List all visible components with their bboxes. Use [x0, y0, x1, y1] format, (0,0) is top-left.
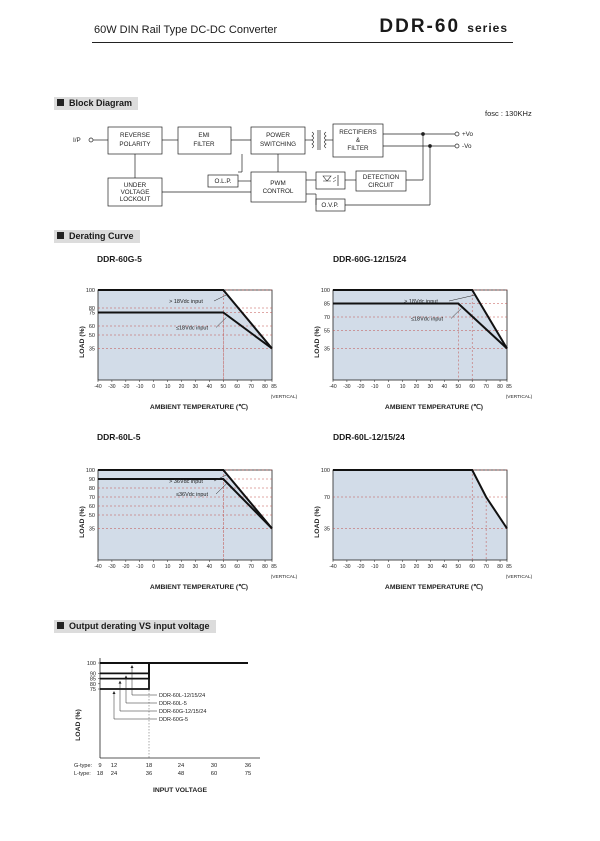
x-tick-label: -40 — [329, 564, 337, 570]
pwm-line2: CONTROL — [262, 188, 294, 195]
legend-arrow — [125, 675, 128, 678]
chart4-title: DDR-60L-12/15/24 — [333, 432, 405, 442]
y-tick-label: 35 — [88, 526, 95, 533]
x-tick-label: -20 — [122, 384, 130, 390]
y-tick-label: 35 — [88, 346, 95, 353]
l-tick-label: 18 — [96, 771, 104, 777]
y-tick-label: 60 — [88, 324, 95, 330]
block-diagram — [0, 0, 600, 230]
x-tick-label: -30 — [343, 384, 351, 390]
y-tick-label: 70 — [323, 495, 330, 501]
x-axis-label: AMBIENT TEMPERATURE (℃) — [149, 584, 249, 591]
x-tick-label: 80 — [262, 564, 268, 570]
annotation-label: ≤36Vdc input — [175, 492, 209, 498]
section-output-derating-title: Output derating VS input voltage — [69, 621, 210, 631]
y-tick-label: 90 — [88, 477, 95, 483]
x-tick-label: 40 — [206, 564, 213, 570]
x-tick-label: 85 — [271, 384, 277, 390]
fosc-label: fosc : 130KHz — [485, 109, 532, 118]
product-subtitle: 60W DIN Rail Type DC-DC Converter — [94, 24, 278, 36]
x-tick-label: 70 — [483, 384, 489, 390]
vertical-note: (VERTICAL) — [270, 395, 298, 400]
y-tick-label: 50 — [88, 513, 95, 519]
g-tick-label: 9 — [98, 763, 102, 769]
section-square-icon — [57, 232, 64, 239]
x-axis-label: INPUT VOLTAGE — [152, 787, 208, 794]
l-tick-label: 48 — [177, 771, 185, 777]
l-tick-label: 24 — [110, 771, 118, 777]
y-tick-label: 100 — [86, 661, 96, 667]
x-tick-label: 50 — [455, 384, 462, 390]
input-voltage-derating-chart — [60, 645, 300, 800]
reverse-polarity-line1: REVERSE — [119, 132, 151, 139]
pwm-control-block — [251, 172, 306, 202]
section-derating-curve — [54, 230, 140, 243]
y-tick-label: 55 — [323, 328, 330, 335]
x-tick-label: 30 — [192, 564, 199, 570]
y-tick-label: 50 — [88, 333, 95, 339]
legend-arrow — [113, 691, 116, 694]
y-tick-label: 100 — [85, 288, 95, 294]
x-tick-label: 80 — [497, 564, 503, 570]
l-tick-label: 60 — [210, 771, 218, 777]
x-tick-label: 80 — [497, 384, 503, 390]
section-output-derating — [54, 620, 216, 633]
emi-filter-line2: FILTER — [193, 141, 215, 148]
x-tick-label: 0 — [387, 384, 391, 390]
y-tick-label: 80 — [88, 486, 95, 492]
vertical-note: (VERTICAL) — [270, 575, 298, 580]
annotation-label: ≤18Vdc input — [410, 316, 444, 323]
x-tick-label: 40 — [441, 564, 448, 570]
legend-arrow — [131, 665, 134, 668]
x-tick-label: 0 — [152, 564, 156, 570]
g-tick-label: 30 — [210, 763, 218, 769]
x-tick-label: -30 — [108, 564, 116, 570]
legend-label: DDR-60G-5 — [159, 717, 189, 723]
x-tick-label: 20 — [178, 384, 185, 390]
pwm-line1: PWM — [270, 180, 286, 187]
x-tick-label: -20 — [122, 564, 130, 570]
y-axis-label: LOAD (%) — [314, 326, 321, 358]
derating-chart-ddr60g-12-15-24 — [309, 270, 539, 420]
x-axis-label: AMBIENT TEMPERATURE (℃) — [149, 404, 249, 411]
y-tick-label: 80 — [89, 681, 96, 688]
x-tick-label: 40 — [441, 384, 448, 390]
optocoupler-icon — [316, 172, 345, 189]
x-tick-label: 60 — [469, 564, 475, 570]
x-tick-label: 10 — [164, 384, 171, 390]
x-tick-label: 0 — [152, 384, 156, 390]
legend-leader — [132, 666, 157, 695]
x-tick-label: -20 — [357, 384, 365, 390]
y-tick-label: 100 — [85, 468, 95, 474]
out-neg-label: -Vo — [462, 143, 472, 150]
uvlo-line2: VOLTAGE — [120, 189, 150, 196]
x-tick-label: 30 — [192, 384, 199, 390]
x-tick-label: -40 — [329, 384, 337, 390]
g-tick-label: 12 — [110, 763, 118, 769]
x-tick-label: 30 — [427, 564, 434, 570]
step-line — [100, 663, 149, 679]
power-switching-line2: SWITCHING — [259, 141, 297, 148]
derating-chart-ddr60l-12-15-24 — [309, 450, 539, 600]
y-tick-label: 35 — [323, 526, 330, 533]
input-label: I/P — [73, 137, 81, 144]
annotation-label: > 18Vdc input — [169, 299, 203, 305]
olp-label: O.L.P. — [214, 178, 232, 185]
x-tick-label: -10 — [371, 564, 379, 570]
annotation-label: > 18Vdc input — [404, 299, 438, 305]
step-line — [100, 663, 149, 689]
y-tick-label: 100 — [320, 468, 330, 474]
x-tick-label: 85 — [506, 384, 512, 390]
x-tick-label: 40 — [206, 384, 213, 390]
x-axis-label: AMBIENT TEMPERATURE (℃) — [384, 404, 484, 411]
rectifiers-line1: RECTIFIERS — [339, 129, 377, 136]
x-tick-label: 60 — [469, 384, 475, 390]
x-tick-label: 80 — [262, 384, 268, 390]
y-tick-label: 75 — [88, 310, 95, 317]
rectifiers-line3: FILTER — [347, 145, 369, 152]
x-tick-label: 10 — [399, 384, 406, 390]
x-tick-label: 70 — [248, 564, 254, 570]
x-tick-label: 85 — [271, 564, 277, 570]
x-tick-label: 20 — [413, 564, 420, 570]
model-name: DDR-60 — [379, 16, 461, 37]
l-tick-label: 36 — [145, 771, 153, 777]
g-tick-label: 24 — [177, 763, 185, 769]
safe-operating-area — [333, 470, 507, 560]
y-tick-label: 75 — [89, 687, 96, 693]
legend-arrow — [119, 681, 122, 684]
x-axis-label: AMBIENT TEMPERATURE (℃) — [384, 584, 484, 591]
x-tick-label: 50 — [220, 384, 227, 390]
y-tick-label: 100 — [320, 288, 330, 294]
uvlo-line1: UNDER — [123, 182, 147, 189]
power-switching-line1: POWER — [266, 132, 290, 139]
y-tick-label: 35 — [323, 346, 330, 353]
x-tick-label: -30 — [343, 564, 351, 570]
legend-label: DDR-60L-5 — [159, 701, 187, 707]
x-tick-label: 60 — [234, 384, 240, 390]
x-tick-label: 10 — [164, 564, 171, 570]
detection-line2: CIRCUIT — [368, 182, 394, 189]
y-tick-label: 85 — [323, 301, 330, 308]
x-tick-label: 60 — [234, 564, 240, 570]
legend-leader — [120, 682, 157, 711]
annotation-label: ≤18Vdc input — [175, 325, 209, 332]
uvlo-line3: LOCKOUT — [119, 196, 151, 203]
emi-filter-line1: EMI — [198, 132, 210, 139]
y-tick-label: 70 — [323, 315, 330, 321]
y-tick-label: 85 — [89, 676, 96, 683]
series-label: series — [467, 21, 508, 35]
out-pos-label: +Vo — [462, 131, 474, 138]
x-tick-label: -40 — [94, 384, 102, 390]
section-square-icon — [57, 622, 64, 629]
step-line — [100, 663, 149, 673]
detection-line1: DETECTION — [362, 174, 400, 181]
reverse-polarity-line2: POLARITY — [119, 141, 151, 148]
x-tick-label: 70 — [248, 384, 254, 390]
x-tick-label: 85 — [506, 564, 512, 570]
x-tick-label: 0 — [387, 564, 391, 570]
y-tick-label: 60 — [88, 504, 95, 510]
chart2-title: DDR-60G-12/15/24 — [333, 254, 407, 264]
y-tick-label: 70 — [88, 495, 95, 501]
l-type-label: L-type: — [74, 771, 91, 777]
y-axis-label: LOAD (%) — [75, 709, 82, 741]
g-tick-label: 36 — [244, 763, 252, 769]
x-tick-label: -40 — [94, 564, 102, 570]
x-tick-label: 20 — [178, 564, 185, 570]
annotation-label: > 36Vdc input — [169, 479, 203, 485]
section-block-diagram-title: Block Diagram — [69, 98, 133, 108]
section-derating-title: Derating Curve — [69, 231, 134, 241]
transformer-icon — [312, 130, 326, 150]
legend-label: DDR-60L-12/15/24 — [159, 693, 206, 699]
x-tick-label: -10 — [371, 384, 379, 390]
g-type-label: G-type: — [74, 763, 93, 769]
x-tick-label: 30 — [427, 384, 434, 390]
derating-chart-ddr60g-5 — [74, 270, 304, 420]
y-axis-label: LOAD (%) — [79, 506, 86, 538]
y-axis-label: LOAD (%) — [314, 506, 321, 538]
x-tick-label: 70 — [483, 564, 489, 570]
y-axis-label: LOAD (%) — [79, 326, 86, 358]
rectifiers-line2: & — [355, 137, 361, 144]
x-tick-label: -30 — [108, 384, 116, 390]
g-tick-label: 18 — [145, 763, 153, 769]
x-tick-label: -10 — [136, 564, 144, 570]
chart1-title: DDR-60G-5 — [97, 254, 142, 264]
x-tick-label: 20 — [413, 384, 420, 390]
derating-chart-ddr60l-5 — [74, 450, 304, 600]
ovp-label: O.V.P. — [321, 202, 339, 209]
x-tick-label: -10 — [136, 384, 144, 390]
x-tick-label: 50 — [220, 564, 227, 570]
legend-leader — [114, 692, 157, 719]
vertical-note: (VERTICAL) — [505, 575, 533, 580]
x-tick-label: 50 — [455, 564, 462, 570]
y-tick-label: 90 — [89, 671, 96, 678]
l-tick-label: 75 — [244, 771, 252, 777]
x-tick-label: 10 — [399, 564, 406, 570]
legend-label: DDR-60G-12/15/24 — [159, 709, 207, 715]
vertical-note: (VERTICAL) — [505, 395, 533, 400]
chart3-title: DDR-60L-5 — [97, 432, 141, 442]
y-tick-label: 80 — [88, 306, 95, 312]
x-tick-label: -20 — [357, 564, 365, 570]
